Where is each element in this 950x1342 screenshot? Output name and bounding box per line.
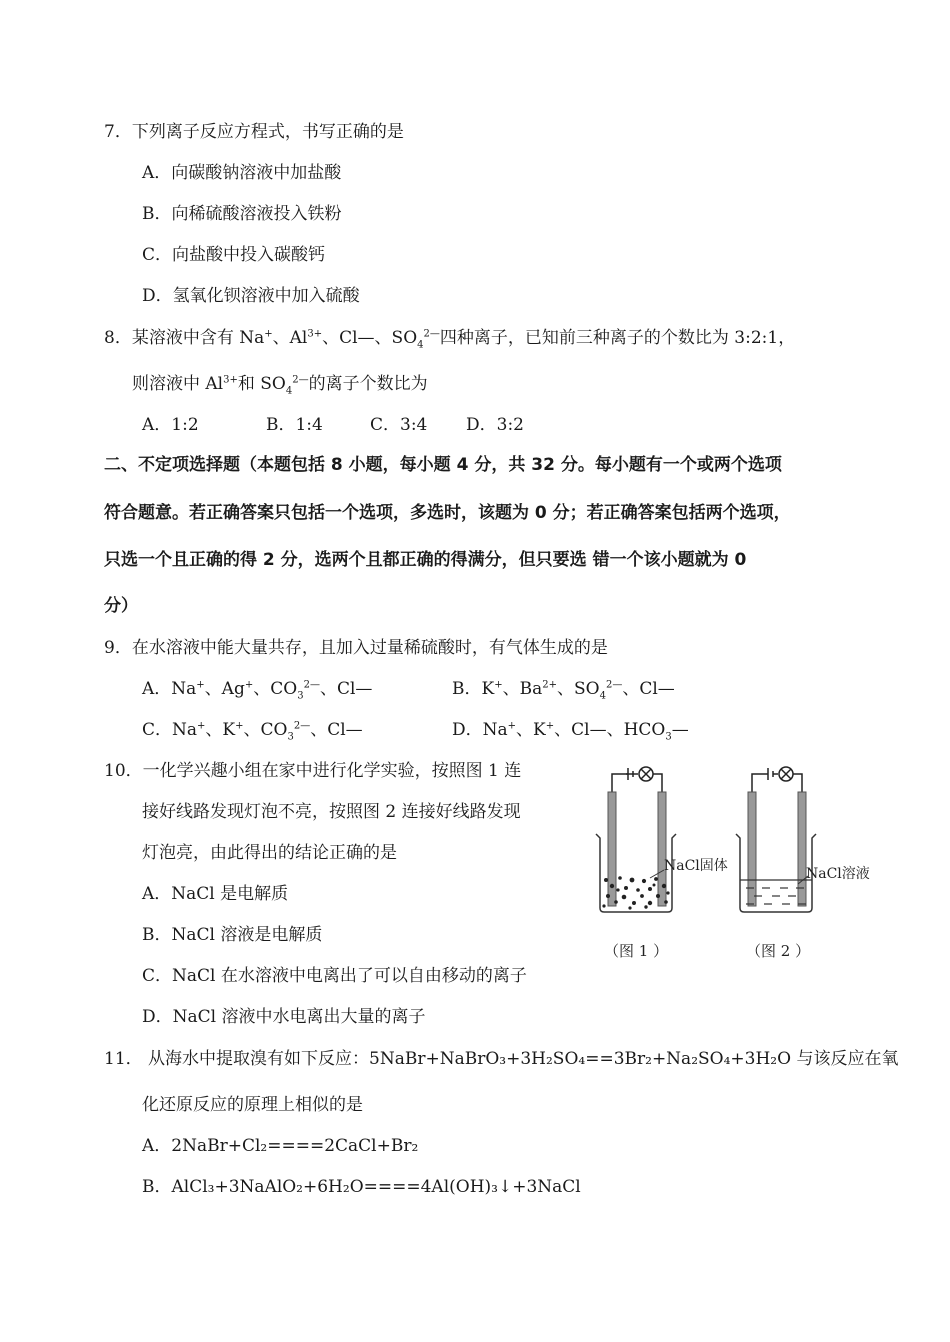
q9-option-c: C．Na+、K+、$CO_3^{2—}$、Cl— — [142, 720, 363, 743]
q10-option-a: A．NaCl 是电解质 — [142, 884, 289, 904]
q11-stem-line1: 11． 从海水中提取溴有如下反应：5NaBr+NaBrO₃+3H₂SO₄==3Br₂+Na₂SO₄+3H₂O 与该反应在氧 — [104, 1049, 899, 1069]
q11-stem-line2: 化还原反应的原理上相似的是 — [142, 1095, 363, 1115]
q7-stem: 7．下列离子反应方程式，书写正确的是 — [104, 122, 404, 142]
figure1-caption: （图 1 ） — [604, 942, 669, 960]
q10-stem-line1: 10．一化学兴趣小组在家中进行化学实验，按照图 1 连 — [104, 761, 522, 781]
q9-option-b: B．K+、$Ba^{2+}$、$SO_4^{2—}$、Cl— — [452, 679, 675, 702]
figure1-label: NaCl固体 — [664, 858, 728, 874]
figure2-electrodes — [748, 792, 806, 906]
q10-option-b: B．NaCl 溶液是电解质 — [142, 925, 323, 945]
q8-option-c: C．3:4 — [370, 415, 428, 435]
q8-option-d: D．3:2 — [466, 415, 524, 435]
conductivity-figure — [588, 762, 888, 972]
q7-option-a: A．向碳酸钠溶液中加盐酸 — [142, 163, 342, 183]
section2-line4: 分） — [104, 596, 138, 616]
section2-line1: 二、不定项选择题（本题包括 8 小题，每小题 4 分，共 32 分。每小题有一个或两个选项 — [104, 455, 782, 475]
figure1-circuit — [612, 767, 662, 872]
q9-stem: 9．在水溶液中能大量共存，且加入过量稀硫酸时，有气体生成的是 — [104, 638, 608, 658]
q11-option-b: B．AlCl₃+3NaAlO₂+6H₂O====4Al(OH)₃↓+3NaCl — [142, 1177, 581, 1197]
q7-option-b: B．向稀硫酸溶液投入铁粉 — [142, 204, 342, 224]
q9-option-d: D．Na+、K+、Cl—、$HCO_3—$ — [452, 720, 689, 743]
figure2-label: NaCl溶液 — [806, 866, 870, 882]
section2-line2: 符合题意。若正确答案只包括一个选项，多选时，该题为 0 分；若正确答案包括两个选项， — [104, 503, 791, 523]
q8-stem-line1: 8．某溶液中含有 Na+、$Al^{3+}$、Cl—、$SO_4^{2—}$四种离子，已知前三种离子的个数比为 3:2:1， — [104, 328, 796, 351]
q10-stem-line2: 接好线路发现灯泡不亮，按照图 2 连接好线路发现 — [142, 802, 521, 822]
figure2-circuit — [752, 767, 802, 872]
figure2-caption: （图 2 ） — [746, 942, 811, 960]
q11-option-a: A．2NaBr+Cl₂====2CaCl+Br₂ — [142, 1136, 419, 1156]
section2-line3: 只选一个且正确的得 2 分，选两个且都正确的得满分，但只要选 错一个该小题就为 0 — [104, 550, 747, 570]
q7-option-d: D．氢氧化钡溶液中加入硫酸 — [142, 286, 360, 306]
q7-option-c: C．向盐酸中投入碳酸钙 — [142, 245, 326, 265]
q10-option-c: C．NaCl 在水溶液中电离出了可以自由移动的离子 — [142, 966, 527, 986]
q10-stem-line3: 灯泡亮，由此得出的结论正确的是 — [142, 843, 397, 863]
q8-stem-line2: 则溶液中 $Al^{3+}$和 $SO_4^{2—}$的离子个数比为 — [132, 374, 428, 397]
q10-option-d: D．NaCl 溶液中水电离出大量的离子 — [142, 1007, 426, 1027]
q9-option-a: A．Na+、Ag+、$CO_3^{2—}$、Cl— — [142, 679, 373, 702]
q8-option-b: B．1:4 — [266, 415, 323, 435]
q8-option-a: A．1:2 — [142, 415, 199, 435]
